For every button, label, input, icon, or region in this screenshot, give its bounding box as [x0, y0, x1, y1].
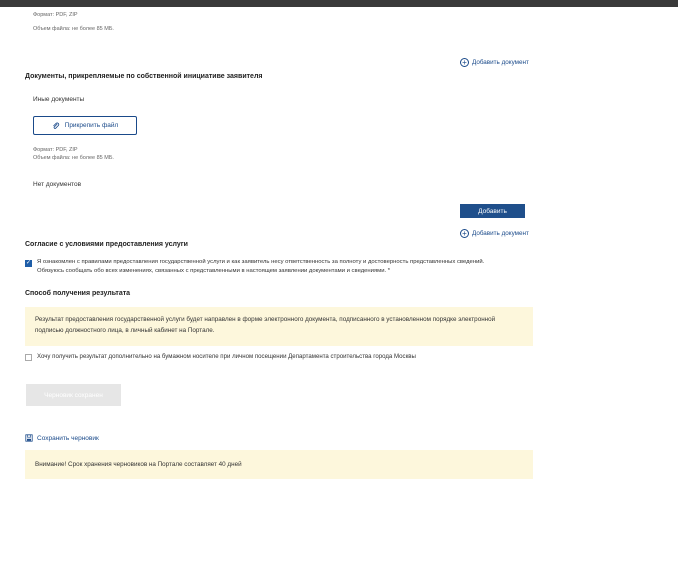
paperclip-icon	[52, 122, 60, 130]
plus-circle-icon: +	[460, 229, 469, 238]
size-hint-mid: Объем файла: не более 85 МБ.	[33, 155, 114, 161]
plus-circle-icon: +	[460, 58, 469, 67]
attach-file-button[interactable]	[33, 116, 137, 135]
save-draft-label: Сохранить черновик	[37, 434, 99, 442]
section-docs-title: Документы, прикрепляемые по собственной инициативе заявителя	[25, 73, 263, 80]
draft-warning-box	[25, 450, 533, 479]
checkmark-icon: ✓	[26, 260, 32, 266]
required-asterisk: *	[387, 268, 391, 274]
paper-copy-checkbox[interactable]	[25, 354, 32, 361]
save-draft-link[interactable]	[25, 434, 99, 442]
draft-warning-text: Внимание! Срок хранения черновиков на Портале составляет 40 дней	[35, 461, 242, 468]
result-notice-line-2: подписью должностного лица, в личный кабинет на Портале.	[35, 327, 215, 334]
agreement-text-2: Обязуюсь сообщать обо всех изменениях, связанных с представленными в настоящем заявлении документами и сведениями.	[37, 268, 387, 274]
no-documents-text: Нет документов	[33, 181, 82, 188]
add-document-label-2: Добавить документ	[472, 230, 529, 237]
draft-saved-button: Черновик сохранен	[26, 384, 121, 406]
agreement-checkbox[interactable]	[25, 260, 32, 267]
size-hint-top: Объем файла: не более 85 МБ.	[33, 26, 114, 32]
window-top-bar	[0, 0, 678, 7]
result-title: Способ получения результата	[25, 290, 131, 297]
add-button[interactable]: Добавить	[460, 204, 525, 218]
add-document-label-1: Добавить документ	[472, 59, 529, 66]
agreement-text-line-1: Я ознакомлен с правилами предоставления государственной услуги и как заявитель несу ответственность за полноту и достоверность представленных сведений.	[37, 259, 485, 265]
paper-copy-label: Хочу получить результат дополнительно на бумажном носителе при личном посещении Департамента строительства города Москвы	[37, 353, 416, 360]
attach-file-label: Прикрепить файл	[64, 122, 119, 129]
result-notice-box	[25, 307, 533, 346]
format-hint-mid: Формат: PDF, ZIP	[33, 147, 78, 153]
save-icon	[25, 434, 33, 442]
agreement-text-line-2	[37, 267, 390, 276]
other-docs-label: Иные документы	[33, 96, 85, 103]
format-hint-top: Формат: PDF, ZIP	[33, 12, 78, 18]
add-document-link-2[interactable]	[460, 229, 529, 238]
result-notice-line-1: Результат предоставления государственной услуги будет направлен в форме электронного документа, подписанного в установленном порядке электронной	[35, 316, 496, 323]
add-document-link-1[interactable]	[460, 58, 529, 67]
agreement-title: Согласие с условиями предоставления услуги	[25, 241, 188, 248]
